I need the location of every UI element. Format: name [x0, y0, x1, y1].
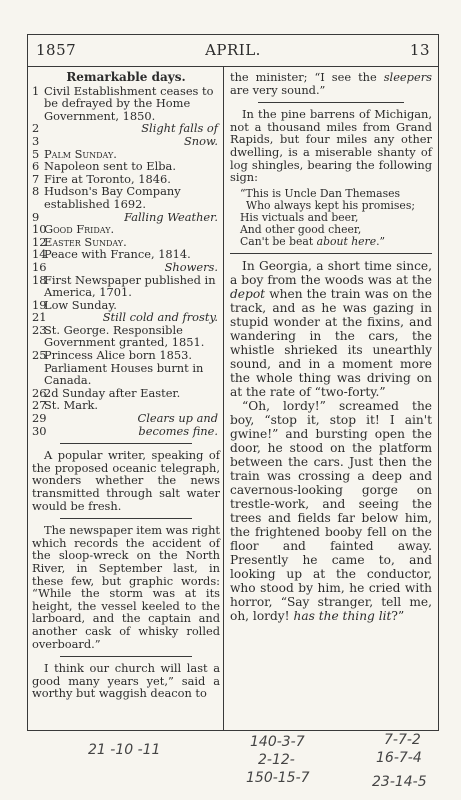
georgia-paragraph: In Georgia, a short time since, a boy from the woods was at the depot when the train was on the track, and as he was gazing in stupid wonder at the fixins, and wandering in the cars, the whistle shrieked its unearthly sound, and in a moment more the whole thing was driving on at the rate of “two-forty.” — [230, 258, 432, 399]
weather-note: Slight falls of — [141, 121, 218, 136]
weather-note: Still cold and frosty. — [102, 310, 218, 325]
verse-line: His victuals and beer, — [240, 210, 359, 224]
weather-note-row — [32, 135, 220, 148]
day-number: 29 — [32, 411, 47, 426]
day-number: 9 — [32, 209, 40, 224]
page-frame — [27, 34, 439, 731]
header-rule — [28, 66, 438, 67]
day-event: Fire at Toronto, 1846. — [44, 171, 171, 186]
day-event: Civil Establishment ceases to be defrayed by the Home Government, 1850. — [44, 83, 214, 123]
weather-note-row — [32, 412, 220, 425]
remarkable-days-title: Remarkable days. — [66, 70, 186, 84]
day-event: Napoleon sent to Elba. — [44, 159, 176, 174]
weather-note: Clears up and — [137, 411, 218, 426]
church-paragraph: I think our church will last a good many years yet,” said a worthy but waggish deacon to — [32, 661, 220, 701]
day-number: 12 — [32, 234, 47, 249]
day-number: 16 — [32, 259, 47, 274]
day-number: 2 — [32, 121, 40, 136]
verse-line: And other good cheer, — [240, 222, 362, 236]
day-event: Good Friday. — [44, 222, 115, 237]
handwritten-note: 150-15-7 — [246, 770, 310, 786]
header-page-number: 13 — [409, 41, 430, 59]
day-event: Peace with France, 1814. — [44, 247, 191, 262]
day-event: 2d Sunday after Easter. — [44, 385, 181, 400]
separator — [60, 656, 192, 657]
day-event: Hudson's Bay Company established 1692. — [44, 184, 181, 211]
michigan-paragraph: In the pine barrens of Michigan, not a thousand miles from Grand Rapids, but four miles any other dwelling, is a miserable shanty of log shingles, bearing the following sign: — [230, 107, 432, 185]
weather-note-row — [32, 311, 220, 324]
day-number: 8 — [32, 184, 40, 199]
day-number: 23 — [32, 322, 47, 337]
day-number: 5 — [32, 146, 40, 161]
lordy-paragraph: “Oh, lordy!” screamed the boy, “stop it, stop it! I ain't gwine!” and bursting open the door, he stood on the platform between the cars. Just then the train was crossing a deep and cavernous-looking gorge on trestle-work, and seeing the trees and fields far below him, the frightened booby fell on the floor and fainted away. Presently he came to, and looking up at the conductor, who stood by him, he cried with horror, “Say stranger, tell me, oh, lordy! has the thing lit?” — [230, 398, 432, 623]
day-event: St. Mark. — [44, 398, 99, 413]
weather-note: Snow. — [183, 133, 218, 148]
right-column — [230, 71, 432, 623]
handwritten-note: 21 -10 -11 — [88, 742, 161, 758]
day-number: 30 — [32, 423, 47, 438]
remarkable-days-list — [32, 85, 220, 438]
remarkable-day-row — [32, 85, 220, 123]
day-number: 7 — [32, 171, 40, 186]
weather-note: Falling Weather. — [124, 209, 218, 224]
handwritten-note: 140-3-7 — [250, 734, 305, 750]
remarkable-day-row — [32, 160, 220, 173]
handwritten-note: 7-7-2 — [384, 732, 421, 748]
day-number: 10 — [32, 222, 47, 237]
day-number: 21 — [32, 310, 47, 325]
day-event: St. George. Responsible Government granted, 1851. — [44, 322, 205, 350]
separator — [60, 518, 192, 519]
day-event: Palm Sunday. — [44, 146, 117, 161]
handwritten-note: 2-12- — [258, 752, 295, 768]
separator — [230, 253, 432, 254]
weather-note: becomes fine. — [138, 423, 218, 438]
day-number: 19 — [32, 297, 47, 312]
day-number: 6 — [32, 159, 40, 174]
day-number: 27 — [32, 398, 47, 413]
day-number: 1 — [32, 83, 40, 98]
verse-line: Who always kept his promises; — [246, 198, 415, 212]
header-month: APRIL. — [205, 41, 261, 59]
remarkable-day-row — [32, 223, 220, 236]
sloop-wreck-paragraph: The newspaper item was right which records the accident of the sloop-wreck on the North River, in September last, in these few, but graphic words: “While the storm was at its height, the vessel keeled to the larboard, and the captain and another cask of whisky rolled overboard.” — [32, 523, 220, 651]
weather-note: Showers. — [164, 259, 218, 274]
day-event: First Newspaper published in America, 1701. — [44, 272, 216, 300]
separator — [60, 443, 192, 444]
day-number: 25 — [32, 348, 47, 363]
day-number: 3 — [32, 133, 40, 148]
verse-line: Can't be beat about here.” — [240, 234, 386, 248]
separator — [258, 102, 404, 103]
day-number: 14 — [32, 247, 47, 262]
weather-note-row — [32, 261, 220, 274]
day-event: Easter Sunday. — [44, 234, 127, 249]
remarkable-day-row — [32, 324, 220, 349]
weather-note-row — [32, 425, 220, 438]
telegraph-paragraph: A popular writer, speaking of the proposed oceanic telegraph, wonders whether the news transmitted through salt water would be fresh. — [32, 448, 220, 513]
header-year: 1857 — [36, 41, 77, 59]
verse-line: “This is Uncle Dan Themases — [240, 186, 401, 200]
day-number: 18 — [32, 272, 47, 287]
column-divider — [223, 66, 224, 730]
handwritten-note: 16-7-4 — [376, 750, 422, 766]
deacon-continuation: the minister; “I see the sleepers are very sound.” — [230, 70, 432, 97]
day-event: Low Sunday. — [44, 297, 117, 312]
left-column — [32, 71, 220, 700]
handwritten-note: 23-14-5 — [372, 774, 427, 790]
day-number: 26 — [32, 385, 47, 400]
day-event: Princess Alice born 1853. Parliament Houses burnt in Canada. — [44, 348, 204, 388]
remarkable-day-row — [32, 349, 220, 387]
remarkable-day-row — [32, 274, 220, 299]
remarkable-day-row — [32, 185, 220, 210]
sign-verse — [240, 188, 432, 248]
